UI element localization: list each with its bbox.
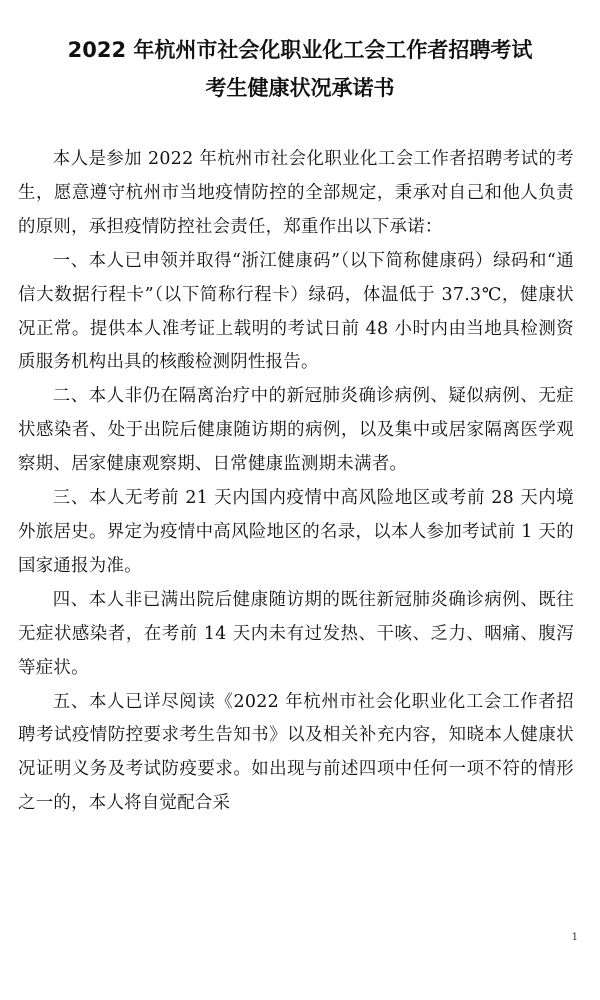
paragraph-pledge-2: 二、本人非仍在隔离治疗中的新冠肺炎确诊病例、疑似病例、无症状感染者、处于出院后健康随访期的病例，以及集中或居家隔离医学观察期、居家健康观察期、日常健康监测期未满者。 (18, 386, 574, 475)
paragraph-pledge-5: 五、本人已详尽阅读《2022 年杭州市社会化职业化工会工作者招聘考试疫情防控要求考生告知书》以及相关补充内容，知晓本人健康状况证明义务及考试防疫要求。如出现与前述四项中任何一项不符的情形之一的，本人将自觉配合采 (18, 691, 574, 814)
document-title-line-2: 考生健康状况承诺书 (205, 76, 395, 100)
paragraph-pledge-4: 四、本人非已满出院后健康随访期的既往新冠肺炎确诊病例、既往无症状感染者，在考前 14 天内未有过发热、干咳、乏力、咽痛、腹泻等症状。 (18, 589, 574, 678)
paragraph-intro: 本人是参加 2022 年杭州市社会化职业化工会工作者招聘考试的考生，愿意遵守杭州市当地疫情防控的全部规定，秉承对自己和他人负责的原则，承担疫情防控社会责任，郑重作出以下承诺： (18, 149, 574, 237)
document-title-line-1: 2022 年杭州市社会化职业化工会工作者招聘考试 (67, 38, 533, 62)
paragraph-pledge-3: 三、本人无考前 21 天内国内疫情中高风险地区或考前 28 天内境外旅居史。界定为疫情中高风险地区的名录，以本人参加考试前 1 天的国家通报为准。 (18, 488, 574, 576)
document-body (18, 143, 574, 821)
page-number: 1 (571, 932, 578, 943)
paragraph-pledge-1: 一、本人已申领并取得“浙江健康码”（以下简称健康码）绿码和“通信大数据行程卡”（以下简称行程卡）绿码，体温低于 37.3℃，健康状况正常。提供本人准考证上载明的考试日前 48 小时内由当地具检测资质服务机构出具的核酸检测阴性报告。 (18, 250, 574, 373)
